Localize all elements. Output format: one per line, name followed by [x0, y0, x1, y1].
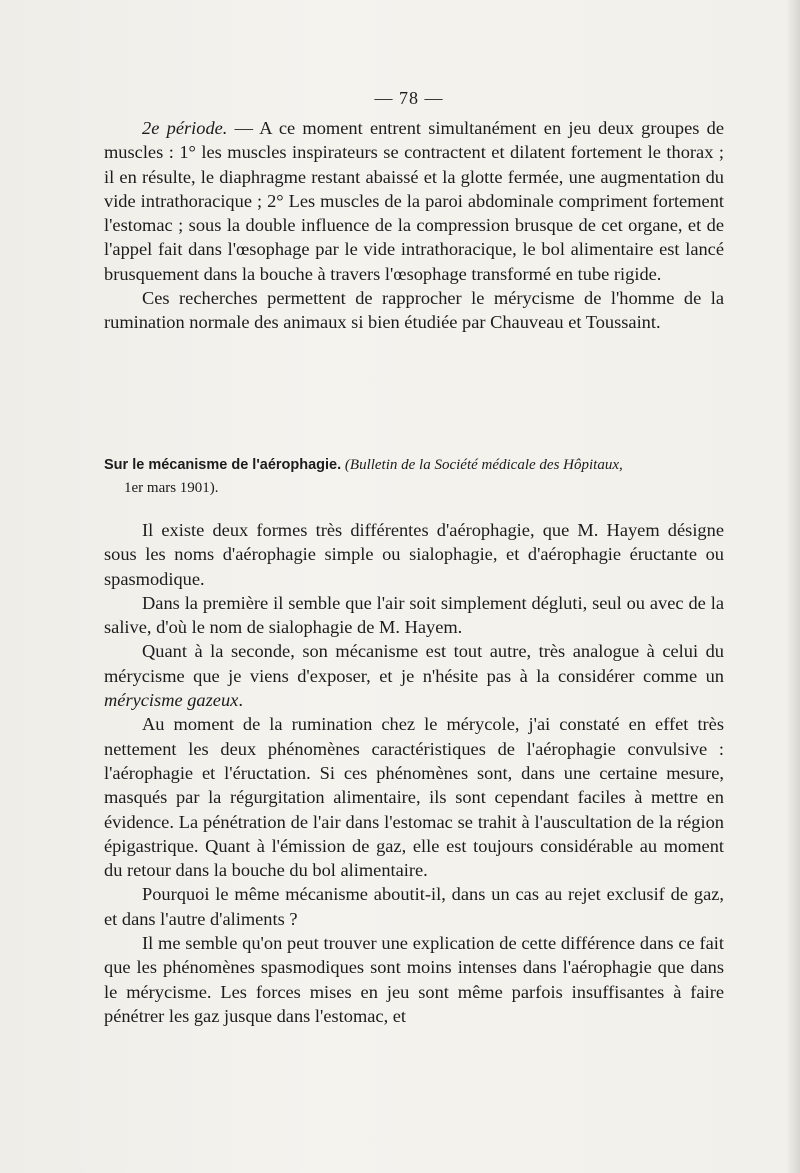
page-edge-shadow: [786, 0, 800, 1173]
paragraph-3-italic: mérycisme gazeux: [104, 690, 239, 711]
section-heading: [104, 454, 728, 500]
paragraph-2: Dans la première il semble que l'air soit simplement dégluti, seul ou avec de la salive, d'où le nom de sialophagie de M. Hayem.: [104, 592, 724, 638]
periode-text: — A ce moment entrent simultanément en jeu deux groupes de muscles : 1° les muscles inspirateurs se contractent et dilatent fortement le thorax ; il en résulte, le diaphragme restant abaissé et la glotte fermée, une augmentation du vide intrathoracique ; 2° Les muscles de la paroi abdominale compriment fortement l'estomac ; sous la double influence de la compression brusque de cet organe, et de l'appel fait dans l'œsophage par le vide intrathoracique, le bol alimentaire est lancé brusquement dans la bouche à travers l'œsophage transformé en tube rigide.: [104, 118, 725, 284]
section-title: Sur le mécanisme de l'aérophagie.: [104, 457, 342, 473]
paragraph-6: Il me semble qu'on peut trouver une explication de cette différence dans ce fait que les phénomènes spasmodiques sont moins intenses dans l'aérophagie que dans le mérycisme. Les forces mises en jeu sont même parfois insuffisantes à faire pénétrer les gaz jusque dans l'estomac, et: [104, 933, 724, 1026]
paragraph-1: Il existe deux formes très différentes d'aérophagie, que M. Hayem désigne sous les noms d'aérophagie simple ou sialophagie, et d'aérophagie éructante ou spasmodique.: [104, 520, 724, 589]
paragraph-5: Pourquoi le même mécanisme aboutit-il, dans un cas au rejet exclusif de gaz, et dans l'autre d'aliments ?: [104, 884, 724, 929]
periode-label: 2e période.: [142, 118, 228, 138]
paragraph-periode: [104, 116, 724, 286]
section-date: 1er mars 1901).: [124, 480, 219, 496]
paragraph-3: [104, 639, 724, 712]
page-number: — 78 —: [374, 88, 444, 108]
paragraph-3-end: .: [238, 690, 243, 711]
section-reference: (Bulletin de la Société médicale des Hôpitaux,: [344, 457, 623, 473]
paragraph-recherches: Ces recherches permettent de rapprocher le mérycisme de l'homme de la rumination normale des animaux si bien étudiée par Chauveau et Toussaint.: [104, 288, 724, 333]
body-text-block: [104, 518, 724, 1028]
top-text-block: [104, 116, 724, 335]
paragraph-4: Au moment de la rumination chez le mérycole, j'ai constaté en effet très nettement les deux phénomènes caractéristiques de l'aérophagie convulsive : l'aérophagie et l'éructation. Si ces phénomènes sont, dans une certaine mesure, masqués par la régurgitation alimentaire, ils sont cependant faciles à mettre en évidence. La pénétration de l'air dans l'estomac se trahit à l'auscultation de la région épigastrique. Quant à l'émission de gaz, elle est toujours considérable au moment du retour dans la bouche du bol alimentaire.: [104, 714, 724, 881]
paragraph-3-start: Quant à la seconde, son mécanisme est tout autre, très analogue à celui du mérycisme que je viens d'exposer, et je n'hésite pas à la considérer comme un: [104, 641, 724, 686]
